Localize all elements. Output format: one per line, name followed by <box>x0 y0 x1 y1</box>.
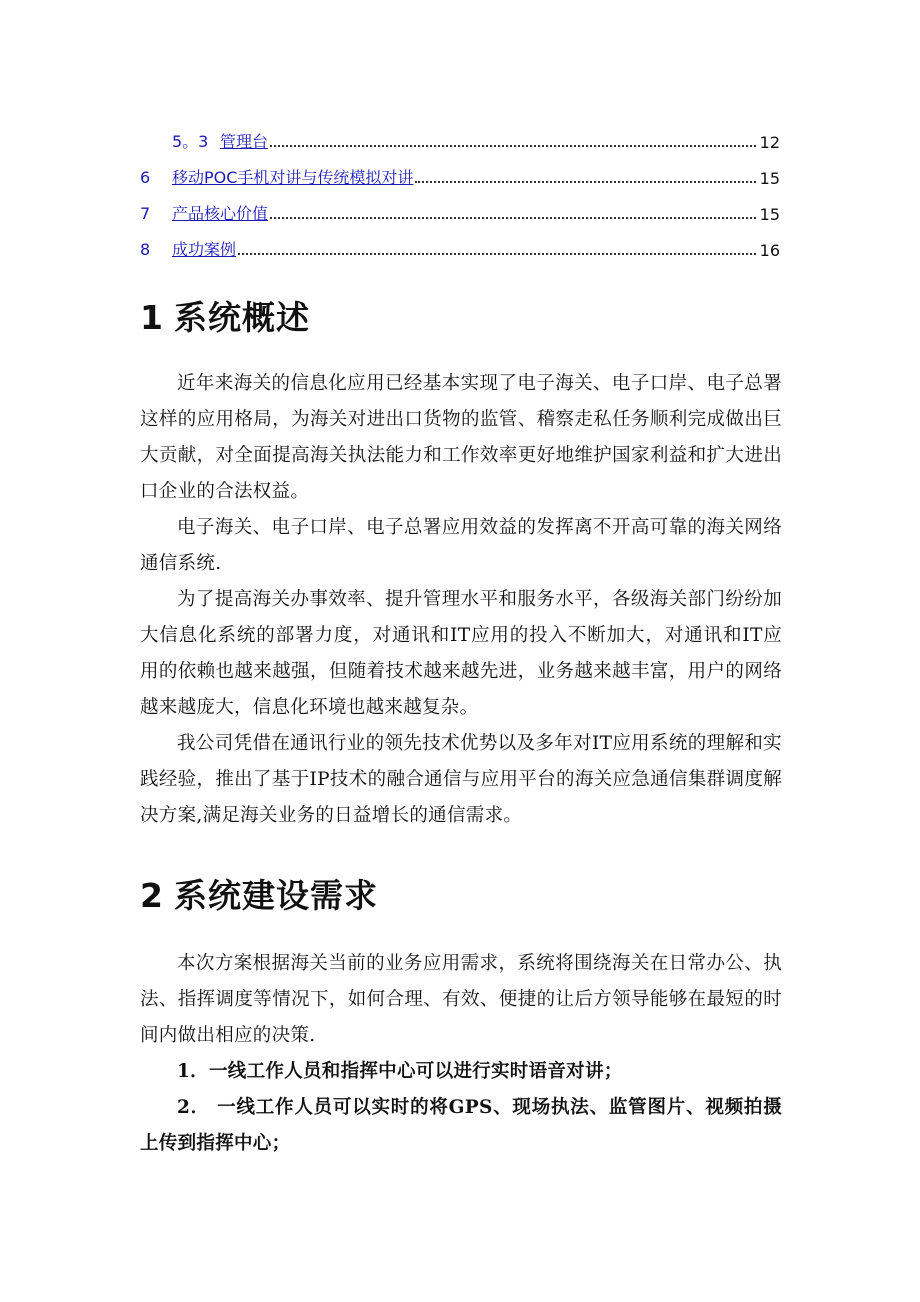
section-body <box>140 366 782 834</box>
toc-page-number: 15 <box>759 169 780 188</box>
toc-link[interactable]: 7 产品核心价值 <box>140 204 269 223</box>
paragraph: 本次方案根据海关当前的业务应用需求，系统将围绕海关在日常办公、执法、指挥调度等情况下，如何合理、有效、便捷的让后方领导能够在最短的时间内做出相应的决策. <box>140 953 782 1046</box>
section-heading: 2 系统建设需求 <box>140 876 378 915</box>
list-item: 2． 一线工作人员可以实时的将GPS、现场执法、监管图片、视频拍摄上传到指挥中心； <box>140 1097 782 1154</box>
toc-leader-dots <box>415 180 755 183</box>
toc-page-number: 15 <box>759 205 780 224</box>
toc-link[interactable]: 8 成功案例 <box>140 240 237 259</box>
toc-entry[interactable] <box>140 116 780 152</box>
paragraph: 为了提高海关办事效率、提升管理水平和服务水平，各级海关部门纷纷加大信息化系统的部署力度，对通讯和IT应用的投入不断加大，对通讯和IT应用的依赖也越来越强，但随着技术越来越先进，业务越来越丰富，用户的网络越来越庞大，信息化环境也越来越复杂。 <box>140 589 782 718</box>
section-heading: 1 系统概述 <box>140 298 310 337</box>
paragraph: 近年来海关的信息化应用已经基本实现了电子海关、电子口岸、电子总署这样的应用格局，为海关对进出口货物的监管、稽察走私任务顺利完成做出巨大贡献，对全面提高海关执法能力和工作效率更好地维护国家利益和扩大进出口企业的合法权益。 <box>140 373 782 502</box>
paragraph: 我公司凭借在通讯行业的领先技术优势以及多年对IT应用系统的理解和实践经验，推出了基于IP技术的融合通信与应用平台的海关应急通信集群调度解决方案,满足海关业务的日益增长的通信需求。 <box>140 733 782 826</box>
toc-entry[interactable] <box>140 188 780 224</box>
toc-entry[interactable] <box>140 224 780 260</box>
section-body <box>140 946 782 1162</box>
toc-leader-dots <box>238 252 756 255</box>
toc-entry[interactable] <box>140 152 780 188</box>
toc-link[interactable]: 6 移动POC手机对讲与传统模拟对讲 <box>140 168 414 187</box>
toc-link[interactable]: 5。3 管理台 <box>172 132 269 151</box>
table-of-contents <box>140 116 780 260</box>
list-item: 1．一线工作人员和指挥中心可以进行实时语音对讲； <box>177 1061 623 1082</box>
toc-leader-dots <box>270 144 756 147</box>
toc-leader-dots <box>270 216 756 219</box>
toc-page-number: 12 <box>759 133 780 152</box>
toc-page-number: 16 <box>759 241 780 260</box>
paragraph: 电子海关、电子口岸、电子总署应用效益的发挥离不开高可靠的海关网络通信系统. <box>140 517 782 574</box>
